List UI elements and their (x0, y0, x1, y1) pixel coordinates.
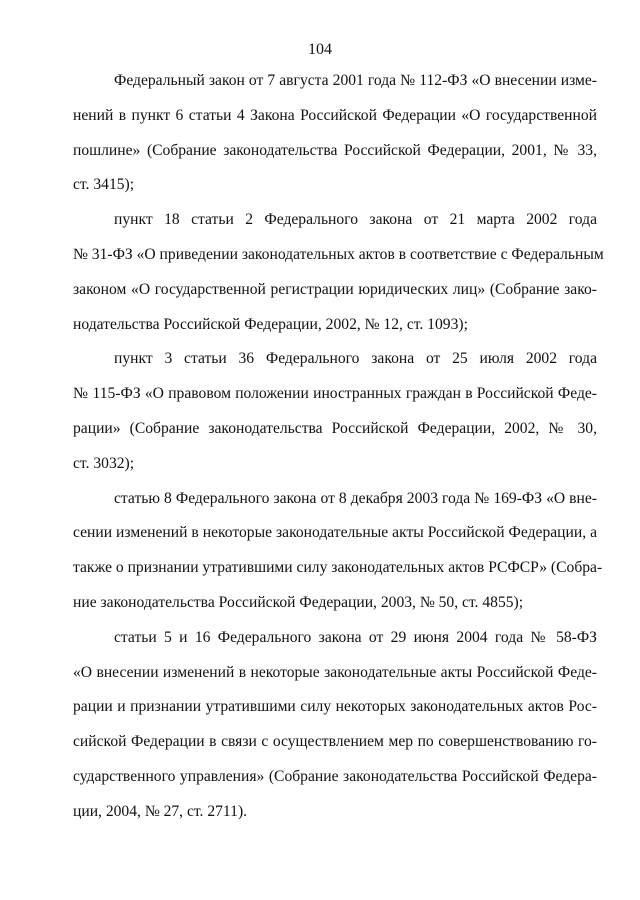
paragraph-line: № 31-ФЗ «О приведении законодательных актов в соответствие с Федеральным (73, 245, 604, 263)
paragraph-line: нений в пункт 6 статьи 4 Закона Российской Федерации «О государственной (73, 106, 597, 124)
paragraph-line: нодательства Российской Федерации, 2002, № 12, ст. 1093); (73, 315, 468, 333)
paragraph-law-112-fz (73, 64, 597, 203)
paragraph-law-169-fz (73, 482, 603, 621)
page-number: 104 (308, 41, 332, 58)
paragraph-line: законом «О государственной регистрации юридических лиц» (Собрание зако- (73, 280, 597, 298)
paragraph-line: пункт 3 статьи 36 Федерального закона от 25 июля 2002 года (114, 350, 597, 368)
paragraph-line: пошлине» (Собрание законодательства Российской Федерации, 2001, № 33, (73, 141, 597, 159)
paragraph-line: Федеральный закон от 7 августа 2001 года № 112-ФЗ «О внесении изме- (114, 72, 597, 89)
paragraph-line: ст. 3415); (73, 176, 135, 194)
paragraph-law-115-fz (73, 342, 597, 481)
paragraph-line: № 115-ФЗ «О правовом положении иностранных граждан в Российской Феде- (73, 385, 597, 403)
paragraph-line: рации» (Собрание законодательства Российской Федерации, 2002, № 30, (73, 419, 597, 437)
paragraph-law-31-fz (73, 203, 604, 342)
paragraph-line: ние законодательства Российской Федерации, 2003, № 50, ст. 4855); (73, 593, 524, 611)
paragraph-line: сении изменений в некоторые законодательные акты Российской Федерации, а (73, 524, 597, 542)
paragraph-line: статьи 5 и 16 Федерального закона от 29 июня 2004 года № 58-ФЗ (114, 628, 597, 646)
paragraph-law-58-fz (73, 621, 597, 830)
paragraph-line: ст. 3032); (73, 454, 135, 472)
paragraph-line: сийской Федерации в связи с осуществлением мер по совершенствованию го- (73, 733, 597, 751)
paragraph-line: ции, 2004, № 27, ст. 2711). (73, 802, 248, 820)
paragraph-line: рации и признании утратившими силу некоторых законодательных актов Рос- (73, 698, 597, 716)
paragraph-line: «О внесении изменений в некоторые законодательные акты Российской Феде- (73, 663, 597, 681)
document-body (73, 64, 604, 830)
paragraph-line: пункт 18 статьи 2 Федерального закона от 21 марта 2002 года (114, 211, 597, 229)
paragraph-line: также о признании утратившими силу законодательных актов РСФСР» (Собра- (73, 559, 603, 577)
paragraph-line: статью 8 Федерального закона от 8 декабря 2003 года № 169-ФЗ «О вне- (114, 489, 597, 507)
paragraph-line: сударственного управления» (Собрание законодательства Российской Федера- (73, 767, 597, 785)
